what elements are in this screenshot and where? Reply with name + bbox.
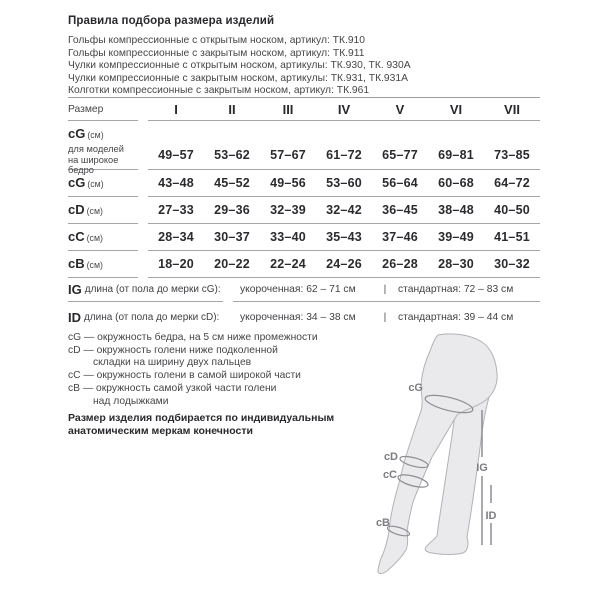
- measure-code: cG: [68, 175, 86, 190]
- size-value-cell: 69–81: [438, 148, 474, 162]
- row-label-text: [68, 201, 103, 219]
- ig-figure-label: IG: [476, 462, 488, 474]
- measure-code: cD: [68, 202, 85, 217]
- length-separator: |: [383, 284, 387, 295]
- size-value-cell: 43–48: [158, 176, 194, 190]
- row-values: [148, 224, 540, 251]
- selection-note: [68, 412, 334, 437]
- size-value-cell: 57–67: [270, 148, 306, 162]
- rule-gap: [223, 278, 233, 302]
- length-separator: |: [383, 311, 387, 323]
- row-label: [68, 251, 138, 278]
- footnote-list: [68, 332, 318, 408]
- size-value-cell: 37–46: [382, 230, 418, 244]
- measure-unit: (см): [86, 233, 103, 243]
- length-standard-value: стандартная: 39 – 44 см: [398, 311, 514, 323]
- rule-gap: [223, 302, 233, 332]
- table-row: [68, 224, 540, 251]
- note-line: Размер изделия подбирается по индивидуальным: [68, 412, 335, 424]
- row-label-text: [68, 174, 104, 192]
- size-value-cell: 53–60: [326, 176, 362, 190]
- row-values: [148, 121, 540, 170]
- size-value-cell: 65–77: [382, 148, 418, 162]
- rule-gap: [138, 251, 148, 278]
- article-line: Гольфы компрессионные с открытым носком, артикул: ТК.910: [68, 35, 366, 46]
- footnote-line: над лодыжками: [93, 395, 169, 407]
- length-rows: [68, 278, 540, 332]
- size-value-cell: 32–42: [326, 203, 362, 217]
- size-column: IV: [337, 101, 351, 117]
- article-line: Чулки компрессионные с закрытым носком, артикулы: ТК.931, ТК.931А: [68, 72, 408, 84]
- length-desc: длина (от пола до мерки cD):: [84, 311, 220, 323]
- size-column: V: [395, 101, 405, 117]
- size-column-header: [68, 98, 138, 121]
- cc-figure-label: cC: [382, 469, 397, 481]
- size-value-cell: 28–34: [158, 230, 194, 244]
- length-row: [68, 302, 540, 332]
- size-value-cell: 28–30: [438, 257, 474, 271]
- size-value-cell: 18–20: [158, 257, 194, 271]
- measure-unit: (см): [87, 179, 104, 189]
- size-column: VI: [449, 101, 463, 117]
- leg-measurement-diagram: [360, 330, 600, 600]
- row-label-note: для моделей на широкое бедро: [68, 144, 124, 176]
- size-value-cell: 56–64: [382, 176, 418, 190]
- measure-code: cG: [68, 126, 86, 141]
- size-value-cell: 38–48: [438, 203, 474, 217]
- length-short-value: укороченная: 34 – 38 см: [240, 311, 356, 323]
- size-value-cell: 30–37: [214, 230, 250, 244]
- size-column: VII: [504, 101, 520, 117]
- rule-gap: [138, 121, 148, 170]
- article-list: [68, 35, 411, 98]
- row-label-text: [68, 255, 103, 273]
- size-value-cell: 20–22: [214, 257, 250, 271]
- table-row: [68, 121, 540, 176]
- size-table: [68, 97, 540, 332]
- length-short-value: укороченная: 62 – 71 см: [240, 284, 356, 295]
- row-label: [68, 170, 138, 197]
- size-value-cell: 73–85: [494, 148, 530, 162]
- cg-figure-label: cG: [408, 382, 423, 394]
- size-value-cell: 40–50: [494, 203, 530, 217]
- size-header-cells: [148, 98, 540, 121]
- size-value-cell: 45–52: [214, 176, 250, 190]
- article-line: Чулки компрессионные с открытым носком, артикулы: ТК.930, ТК. 930А: [68, 60, 411, 72]
- length-row-label: [68, 278, 223, 302]
- footnote-line: складки на ширину двух пальцев: [93, 357, 252, 369]
- size-value-cell: 30–32: [494, 257, 530, 271]
- rule-gap: [138, 170, 148, 197]
- rule-gap: [138, 197, 148, 224]
- length-row-values: [233, 302, 540, 332]
- row-values: [148, 197, 540, 224]
- size-column: I: [174, 101, 178, 117]
- footnote-line: cG — окружность бедра, на 5 см ниже промежности: [68, 332, 318, 343]
- row-values: [148, 251, 540, 278]
- size-value-cell: 41–51: [494, 230, 530, 244]
- footnote-line: cB — окружность самой узкой части голени: [68, 382, 277, 394]
- measure-unit: (см): [86, 206, 103, 216]
- table-body: [68, 121, 540, 278]
- size-value-cell: 22–24: [270, 257, 306, 271]
- size-value-cell: 27–33: [158, 203, 194, 217]
- size-value-cell: 35–43: [326, 230, 362, 244]
- row-label: [68, 224, 138, 251]
- cd-figure-label: cD: [383, 451, 398, 463]
- article-line: Гольфы компрессионные с закрытым носком, артикул: ТК.911: [68, 47, 365, 59]
- table-row: [68, 170, 540, 197]
- size-value-cell: 39–49: [438, 230, 474, 244]
- measure-code: cB: [68, 256, 85, 271]
- size-value-cell: 24–26: [326, 257, 362, 271]
- size-value-cell: 53–62: [214, 148, 250, 162]
- page-title: Правила подбора размера изделий: [68, 15, 275, 27]
- rule-gap: [138, 224, 148, 251]
- table-row: [68, 197, 540, 224]
- row-values: [148, 170, 540, 197]
- size-label: Размер: [68, 103, 104, 115]
- measure-unit: (см): [86, 260, 103, 270]
- size-value-cell: 61–72: [326, 148, 362, 162]
- size-value-cell: 26–28: [382, 257, 418, 271]
- length-row-label: [68, 302, 223, 332]
- size-value-cell: 64–72: [494, 176, 530, 190]
- article-line: Колготки компрессионные с закрытым носком, артикул: ТК.961: [68, 85, 370, 97]
- footnote-line: cC — окружность голени в самой широкой части: [68, 370, 301, 382]
- measure-unit: (см): [87, 130, 104, 140]
- size-value-cell: 32–39: [270, 203, 306, 217]
- row-label-text: [68, 228, 103, 246]
- length-row: [68, 278, 540, 302]
- length-code: IG: [68, 282, 82, 297]
- row-label-text: [68, 125, 138, 143]
- size-column: II: [228, 101, 236, 117]
- row-label: [68, 197, 138, 224]
- table-header-row: [68, 98, 540, 121]
- size-value-cell: 29–36: [214, 203, 250, 217]
- size-column: III: [282, 101, 294, 117]
- size-value-cell: 33–40: [270, 230, 306, 244]
- length-standard-value: стандартная: 72 – 83 см: [398, 284, 514, 295]
- cb-figure-label: cB: [375, 517, 390, 529]
- size-value-cell: 60–68: [438, 176, 474, 190]
- length-code: ID: [68, 309, 81, 325]
- row-label: [68, 121, 138, 176]
- length-row-values: [233, 278, 540, 302]
- table-row: [68, 251, 540, 278]
- measure-code: cC: [68, 229, 85, 244]
- id-figure-label: ID: [485, 510, 497, 522]
- rule-gap: [138, 98, 148, 121]
- length-desc: длина (от пола до мерки cG):: [84, 284, 221, 295]
- size-value-cell: 36–45: [382, 203, 418, 217]
- note-line: анатомическим меркам конечности: [68, 424, 253, 437]
- size-value-cell: 49–57: [158, 148, 194, 162]
- size-value-cell: 49–56: [270, 176, 306, 190]
- footnote-line: cD — окружность голени ниже подколенной: [68, 344, 278, 356]
